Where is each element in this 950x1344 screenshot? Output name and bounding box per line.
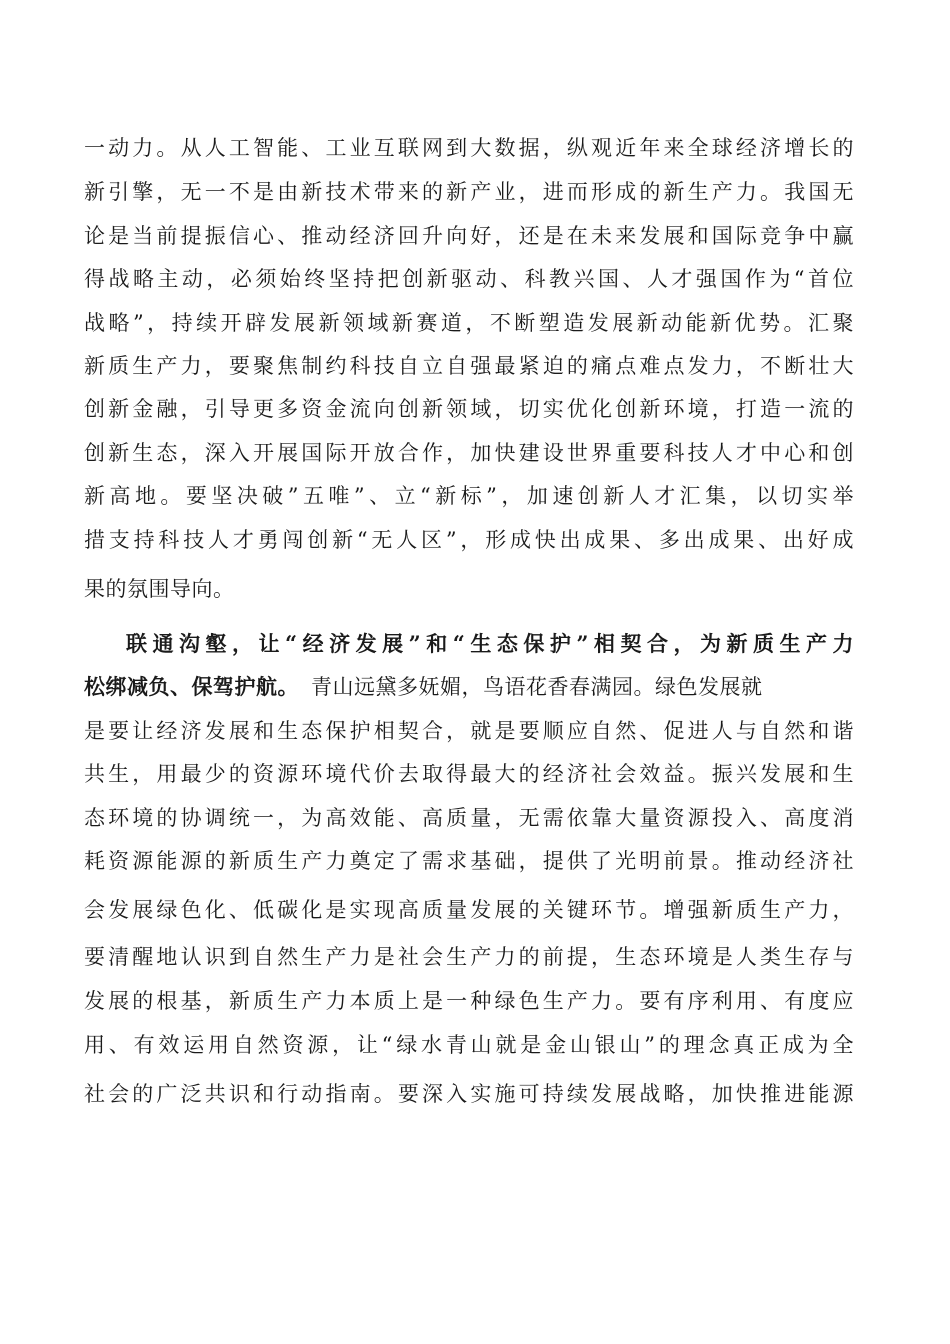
- paragraph-2-line-2-body: 青山远黛多妩媚，鸟语花香春满园。绿色发展就: [311, 675, 763, 699]
- paragraph-2-heading-line-2: 松绑减负、保驾护航。: [84, 674, 299, 699]
- paragraph-2-line-7: 会发展绿色化、低碳化是实现高质量发展的关键环节。增强新质生产力，: [84, 898, 854, 922]
- paragraph-1-line-10: 措支持科技人才勇闯创新“无人区”，形成快出成果、多出成果、出好成: [84, 528, 854, 552]
- paragraph-1-line-1: 一动力。从人工智能、工业互联网到大数据，纵观近年来全球经济增长的: [84, 136, 854, 160]
- paragraph-1-line-9: 新高地。要坚决破”五唯”、立“新标”，加速创新人才汇集，以切实举: [84, 484, 854, 508]
- paragraph-2-line-5: 态环境的协调统一，为高效能、高质量，无需依靠大量资源投入、高度消: [84, 806, 854, 830]
- paragraph-1-line-4: 得战略主动，必须始终坚持把创新驱动、科教兴国、人才强国作为“首位: [84, 267, 854, 291]
- paragraph-2-line-9: 发展的根基，新质生产力本质上是一种绿色生产力。要有序利用、有度应: [84, 989, 854, 1013]
- paragraph-1-line-11: 果的氛围导向。: [84, 577, 235, 601]
- paragraph-1-line-7: 创新金融，引导更多资金流向创新领域，切实优化创新环境，打造一流的: [84, 397, 854, 421]
- paragraph-2-line-10: 用、有效运用自然资源，让“绿水青山就是金山银山”的理念真正成为全: [84, 1033, 854, 1057]
- paragraph-1-line-2: 新引擎，无一不是由新技术带来的新产业，进而形成的新生产力。我国无: [84, 180, 854, 204]
- paragraph-2-line-3: 是要让经济发展和生态保护相契合，就是要顺应自然、促进人与自然和谐: [84, 719, 854, 743]
- paragraph-1-line-5: 战略”，持续开辟发展新领域新赛道，不断塑造发展新动能新优势。汇聚: [84, 311, 854, 335]
- paragraph-1-line-6: 新质生产力，要聚焦制约科技自立自强最紧迫的痛点难点发力，不断壮大: [84, 354, 854, 378]
- paragraph-1-line-3: 论是当前提振信心、推动经济回升向好，还是在未来发展和国际竞争中赢: [84, 224, 854, 248]
- paragraph-2-line-6: 耗资源能源的新质生产力奠定了需求基础，提供了光明前景。推动经济社: [84, 849, 854, 873]
- paragraph-1-line-8: 创新生态，深入开展国际开放合作，加快建设世界重要科技人才中心和创: [84, 441, 854, 465]
- paragraph-2-line-11: 社会的广泛共识和行动指南。要深入实施可持续发展战略，加快推进能源: [84, 1082, 854, 1106]
- paragraph-2-line-4: 共生，用最少的资源环境代价去取得最大的经济社会效益。振兴发展和生: [84, 762, 854, 786]
- paragraph-2-heading-line-1: 联通沟壑，让“经济发展”和“生态保护”相契合，为新质生产力: [126, 631, 854, 656]
- paragraph-2-line-2: [84, 669, 854, 705]
- paragraph-2-line-8: 要清醒地认识到自然生产力是社会生产力的前提，生态环境是人类生存与: [84, 945, 854, 969]
